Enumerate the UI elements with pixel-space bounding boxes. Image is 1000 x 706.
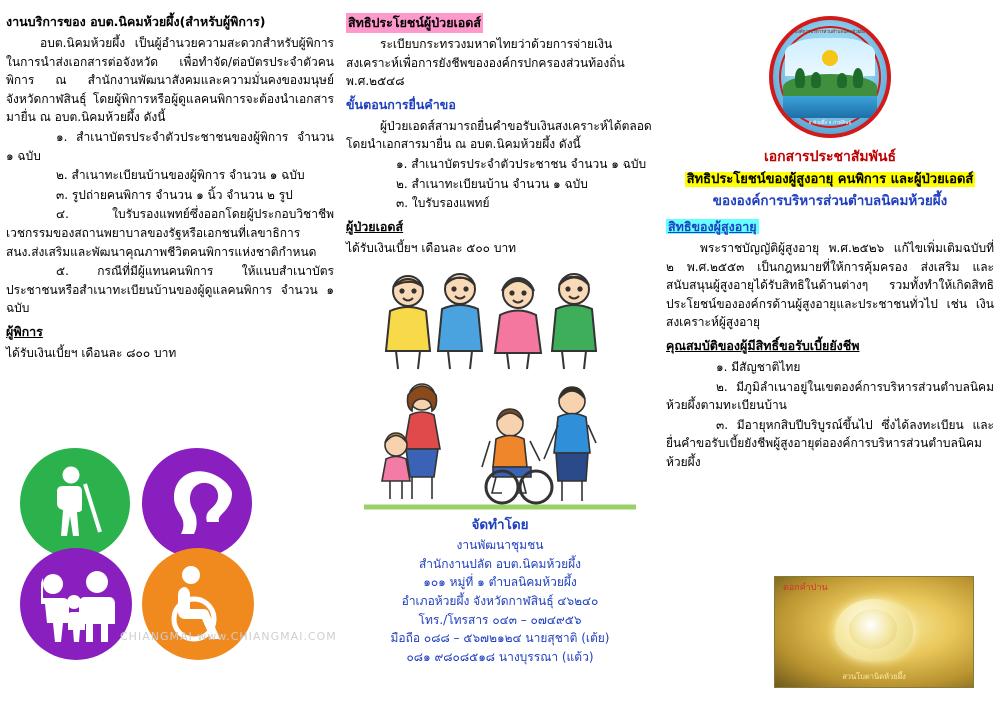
- watermark-text: CHIANGMAI www.CHIANGMAI.COM: [120, 630, 337, 643]
- elderly-rights-paragraph: พระราชบัญญัติผู้สูงอายุ พ.ศ.๒๕๒๖ แก้ไขเพิ่มเติมฉบับที่ ๒ พ.ศ.๒๕๕๓ เป็นกฎหมายที่ให้การคุ้มครอง ส่งเสริม และสนับสนุนผู้สูงอายุได้รับสิทธิในด้านต่างๆ รวมทั้งทำให้เกิดสิทธิประโยชน์ขององค์กรด้านผู้สูงอายุและประชาชนทั่วไป เช่น เงินสงเคราะห์ผู้สูงอายุ: [666, 241, 994, 330]
- made-by-line-2: ๑๐๑ หมู่ที่ ๑ ตำบลนิคมห้วยผึ้ง: [423, 575, 577, 590]
- seal-top-text: องค์การบริหารส่วนตำบลนิคมห้วยผึ้ง: [794, 30, 866, 35]
- aids-patient-heading: ผู้ป่วยเอดส์: [346, 218, 404, 234]
- flower-photo-caption: ดอกคำปาน: [783, 583, 828, 593]
- flower-photo: [774, 576, 974, 688]
- left-title: งานบริการของ อบต.นิคมห้วยผึ้ง(สำหรับผู้พิการ): [6, 14, 266, 29]
- wheelchair-icon: [142, 548, 254, 660]
- made-by-line-1: สำนักงานปลัด อบต.นิคมห้วยผึ้ง: [418, 556, 582, 571]
- left-paragraph-4: ๔. ใบรับรองแพทย์ซึ่งออกโดยผู้ประกอบวิชาชีพเวชกรรมของสถานพยาบาลของรัฐหรือเอกชนที่เลขาธิการ สนง.ส่งเสริมและพัฒนาคุณภาพชีวิตคนพิการแห่งชาติกำหนด: [6, 207, 334, 259]
- organization-seal-logo: [769, 16, 891, 138]
- qualification-item-2: ๓. มีอายุหกสิบปีบริบูรณ์ขึ้นไป ซึ่งได้ลงทะเบียน และยื่นคำขอรับเบี้ยยังชีพผู้สูงอายุต่อองค์การบริหารส่วนตำบลนิคมห้วยผึ้ง: [666, 417, 994, 469]
- middle-column: [340, 0, 660, 706]
- contact-block: [346, 515, 654, 666]
- aids-paragraph: ระเบียบกระทรวงมหาดไทยว่าด้วยการจ่ายเงินสงเคราะห์เพื่อการยังชีพขององค์กรปกครองส่วนท้องถิ่น พ.ศ.๒๕๔๘: [346, 37, 625, 89]
- left-subheading-disabled: ผู้พิการ: [6, 323, 43, 339]
- document-subtitle-text: สิทธิประโยชน์ของผู้สูงอายุ คนพิการ และผู้ป่วยเอดส์: [686, 172, 974, 187]
- left-paragraph-3: ๓. รูปถ่ายคนพิการ จำนวน ๑ นิ้ว จำนวน ๒ รูป: [56, 187, 293, 202]
- step-item-1: ๒. สำเนาทะเบียนบ้าน จำนวน ๑ ฉบับ: [396, 176, 588, 191]
- left-paragraph-0: อบต.นิคมห้วยผึ้ง เป็นผู้อำนวยความสะดวกสำหรับผู้พิการในการนำส่งเอกสารต่อจังหวัด เพื่อทำจัด/ต่อบัตรประจำตัวคนพิการ ณ สำนักงานพัฒนาสังคมและความมั่นคงของมนุษย์ จังหวัดกาฬสินธุ์ โดยผู้พิการหรือผู้ดูแลคนพิการจะต้องนำเอกสารมายื่น ณ อบต.นิคมห้วยผึ้ง ดังนี้: [6, 36, 334, 125]
- step-item-2: ๓. ใบรับรองแพทย์: [396, 196, 490, 211]
- flower-photo-subcaption: สวนโบตานิคห้วยผึ้ง: [842, 672, 906, 681]
- application-steps-heading: ขั้นตอนการยื่นคำขอ: [346, 96, 456, 112]
- blind-person-icon: [20, 448, 130, 558]
- left-paragraph-1: ๑. สำเนาบัตรประจำตัวประชาชนของผู้พิการ จำนวน ๑ ฉบับ: [6, 129, 334, 163]
- left-paragraph-2: ๒. สำเนาทะเบียนบ้านของผู้พิการ จำนวน ๑ ฉบับ: [56, 168, 305, 183]
- cartoon-children-illustration: [350, 265, 650, 373]
- qualification-heading: คุณสมบัติของผู้มีสิทธิ์ขอรับเบี้ยยังชีพ: [666, 337, 860, 353]
- seal-bottom-text: อ.ห้วยผึ้ง จ.กาฬสินธุ์: [808, 121, 852, 126]
- mobile-line-1: ๐๘๑ ๙๘๐๘๕๑๘ นางบุรรณา (แต้ว): [406, 649, 594, 664]
- made-by-line-4: โทร./โทรสาร ๐๔๓ – ๐๗๔๙๕๖: [418, 612, 582, 627]
- aids-benefits-heading: สิทธิประโยชน์ผู้ป่วยเอดส์: [346, 13, 483, 33]
- aids-patient-note: ได้รับเงินเบี้ยฯ เดือนละ ๕๐๐ บาท: [346, 240, 517, 255]
- family-icon: [20, 548, 132, 660]
- left-disabled-note: ได้รับเงินเบี้ยฯ เดือนละ ๘๐๐ บาท: [6, 345, 177, 360]
- qualification-item-0: ๑. มีสัญชาติไทย: [716, 359, 801, 374]
- family-wheelchair-illustration: [350, 375, 650, 515]
- made-by-line-0: งานพัฒนาชุมชน: [456, 538, 544, 553]
- document-title: เอกสารประชาสัมพันธ์: [763, 149, 896, 165]
- made-by-title: จัดทำโดย: [471, 517, 529, 534]
- made-by-line-3: อำเภอห้วยผึ้ง จังหวัดกาฬสินธุ์ ๔๖๒๔๐: [401, 594, 599, 609]
- qualification-item-1: ๒. มีภูมิลำเนาอยู่ในเขตองค์การบริหารส่วนตำบลนิคมห้วยผึ้งตามทะเบียนบ้าน: [666, 379, 994, 413]
- steps-intro: ผู้ป่วยเอดส์สามารถยื่นคำขอรับเงินสงเคราะห์ได้ตลอด โดยนำเอกสารมายื่น ณ อบต.นิคมห้วยผึ้ง ดังนี้: [346, 118, 652, 152]
- document-subtitle: [666, 168, 994, 189]
- elderly-rights-heading-text: สิทธิของผู้สูงอายุ: [668, 219, 757, 234]
- step-item-0: ๑. สำเนาบัตรประจำตัวประชาชน จำนวน ๑ ฉบับ: [396, 156, 647, 171]
- elderly-rights-heading: [666, 217, 994, 237]
- deaf-ear-icon: [142, 448, 252, 558]
- mobile-line-0: มือถือ ๐๘๘ – ๕๖๗๒๑๒๔ นายสุชาติ (เต้ย): [390, 631, 610, 646]
- document-org-line: ขององค์การบริหารส่วนตำบลนิคมห้วยผึ้ง: [712, 193, 948, 209]
- left-paragraph-5: ๕. กรณีที่มีผู้แทนคนพิการ ให้แนบสำเนาบัตรประชาชนหรือสำเนาทะเบียนบ้านของผู้ดูแลคนพิการ จำนวน ๑ ฉบับ: [6, 264, 334, 316]
